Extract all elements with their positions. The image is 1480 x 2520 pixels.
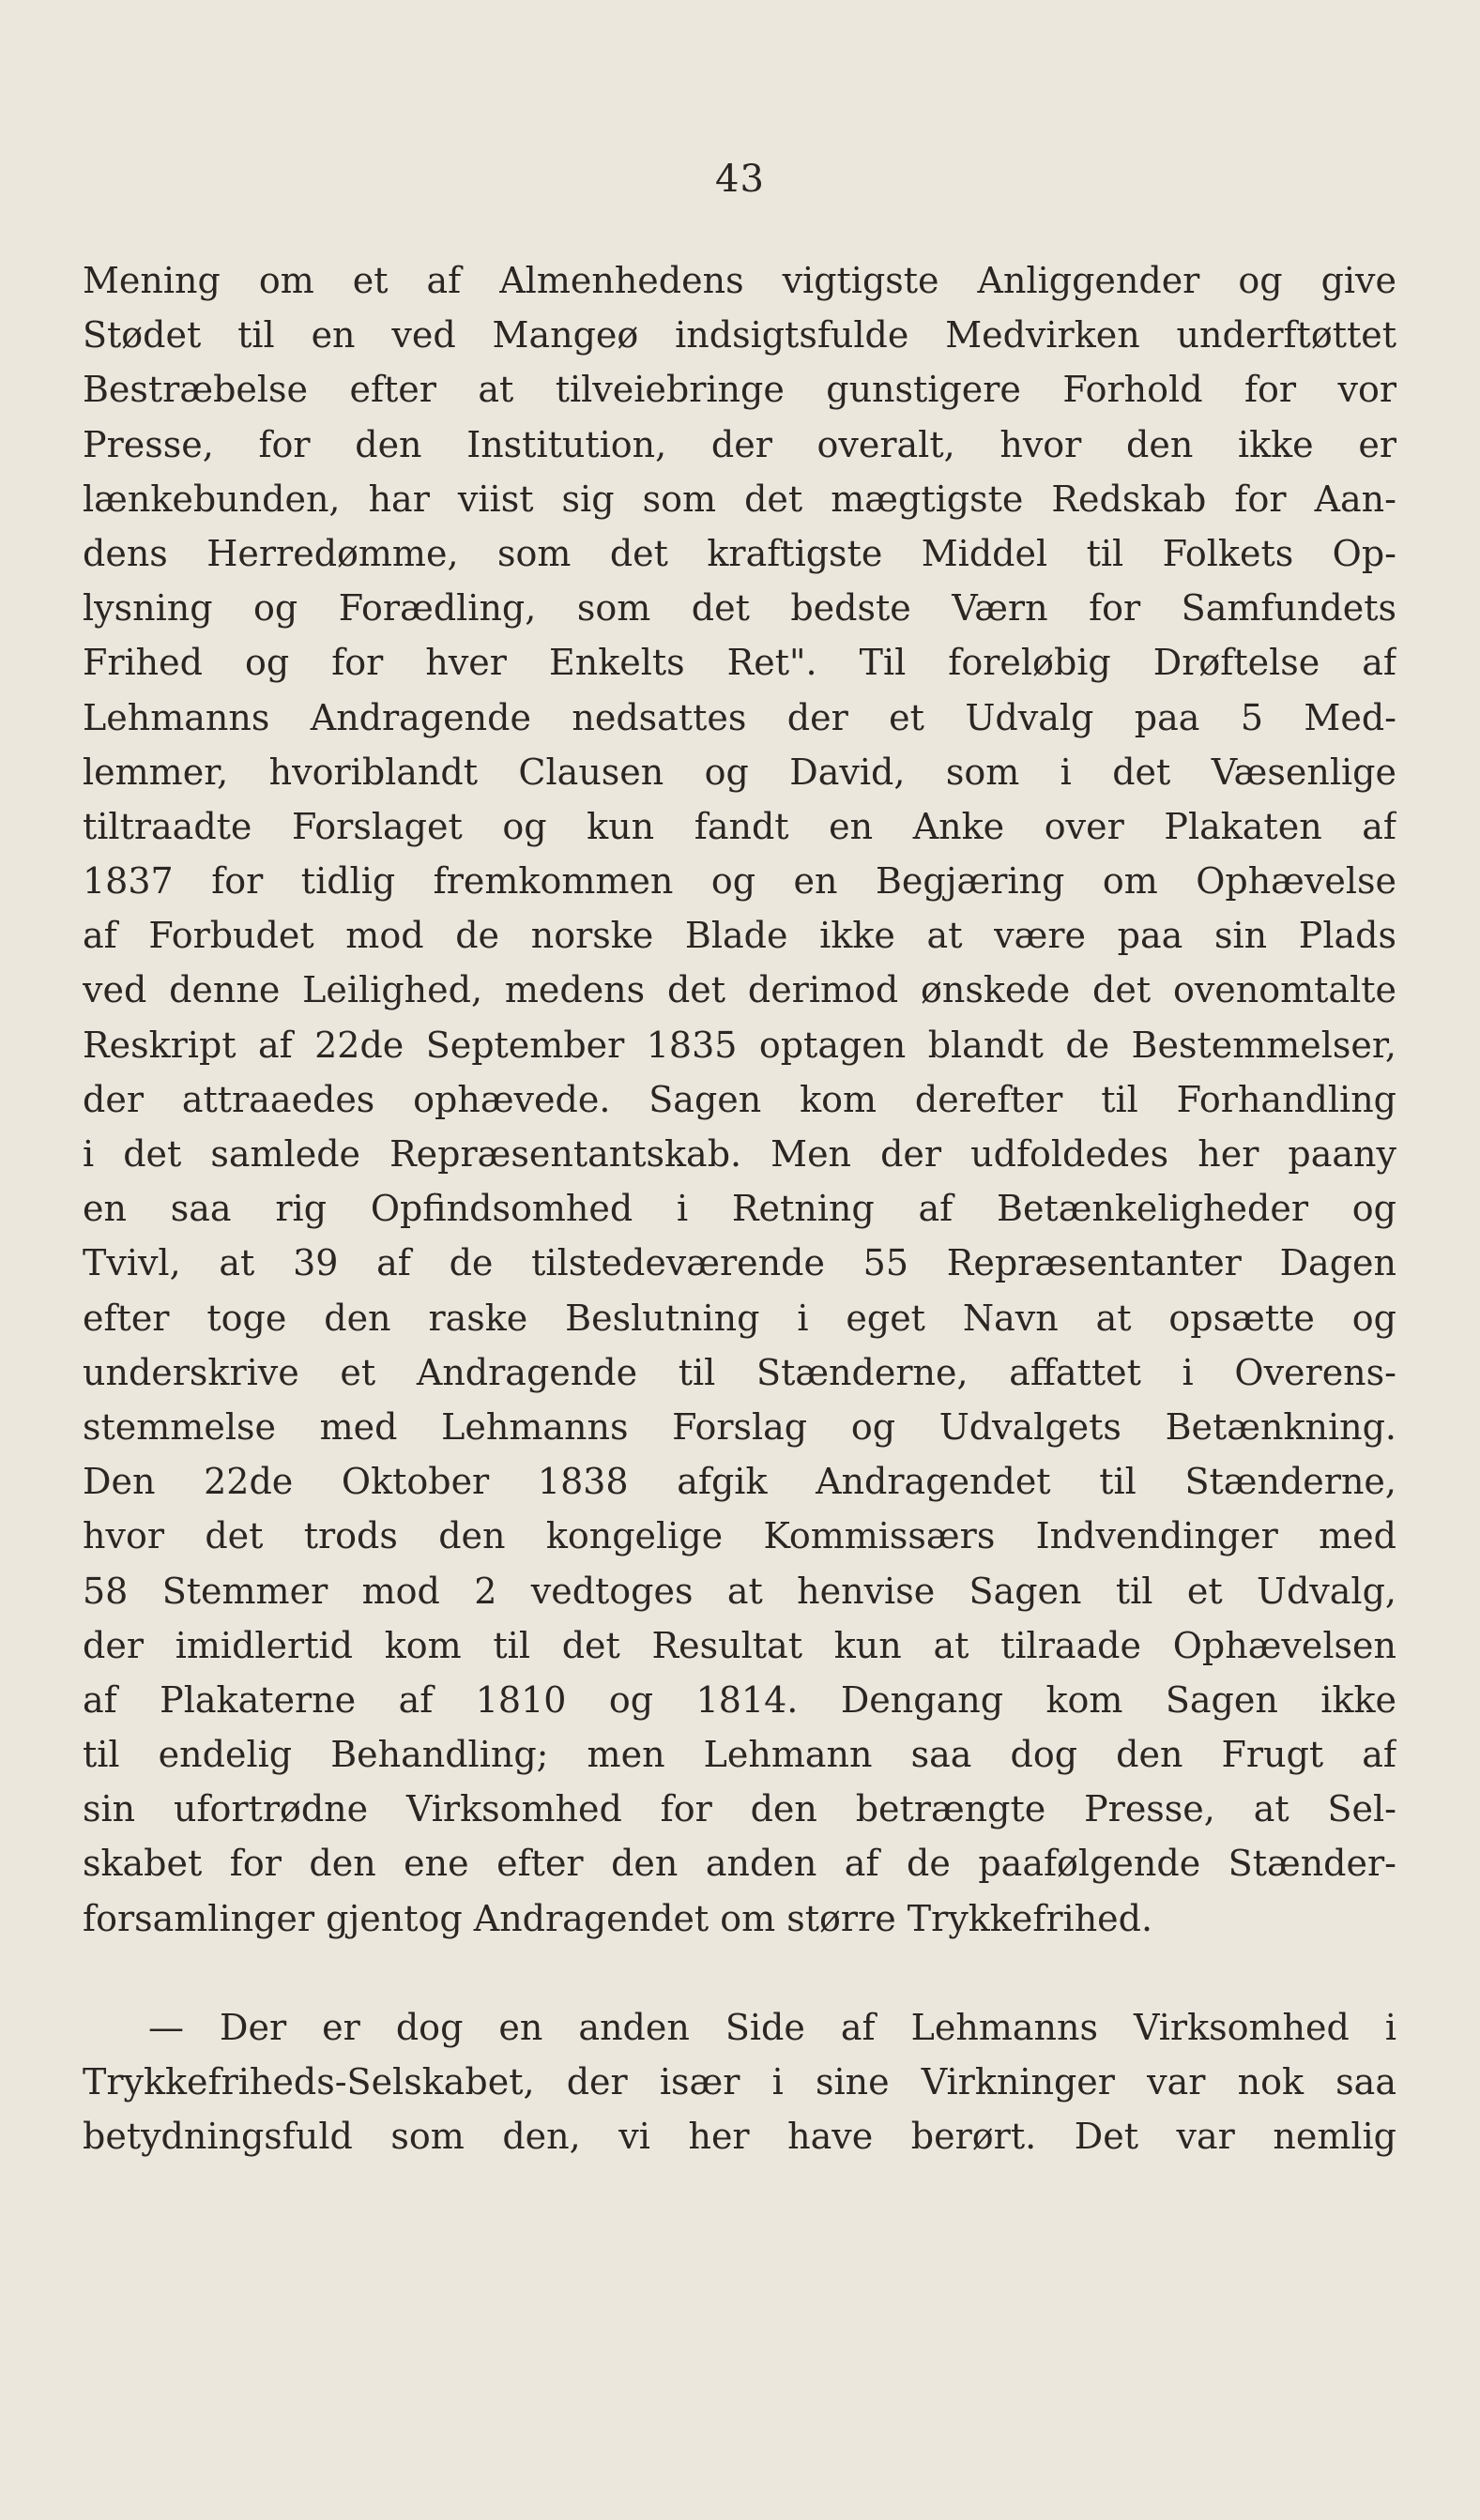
text-line: underskrive et Andragende til Stænderne, affattet i Overens-	[83, 1351, 1396, 1393]
page-number: 43	[715, 158, 765, 201]
paragraph-1	[83, 253, 1396, 1946]
text-line: skabet for den ene efter den anden af de paafølgende Stænder-	[83, 1843, 1396, 1885]
paragraph-gap	[83, 1946, 1396, 2000]
text-line: Den 22de Oktober 1838 afgik Andragendet til Stænderne,	[83, 1461, 1396, 1503]
text-line: i det samlede Repræsentantskab. Men der udfoldedes her paany	[83, 1133, 1396, 1175]
text-line: Mening om et af Almenhedens vigtigste Anliggender og give	[83, 260, 1396, 301]
text-line: efter toge den raske Beslutning i eget Navn at opsætte og	[83, 1297, 1396, 1339]
text-line: — Der er dog en anden Side af Lehmanns Virksomhed i	[148, 2006, 1396, 2048]
text-line: lysning og Forædling, som det bedste Værn for Samfundets	[83, 587, 1396, 630]
text-line: forsamlinger gjentog Andragendet om større Trykkefrihed.	[83, 1897, 1153, 1939]
text-line: dens Herredømme, som det kraftigste Middel til Folkets Op-	[83, 532, 1396, 574]
text-line: lænkebunden, har viist sig som det mægtigste Redskab for Aan-	[83, 478, 1396, 520]
text-line: 58 Stemmer mod 2 vedtoges at henvise Sagen til et Udvalg,	[83, 1570, 1396, 1612]
text-line: Trykkefriheds-Selskabet, der især i sine Virkninger var nok saa	[83, 2061, 1396, 2103]
text-line: en saa rig Opfindsomhed i Retning af Betænkeligheder og	[83, 1188, 1396, 1230]
text-line: tiltraadte Forslaget og kun fandt en Anke over Plakaten af	[83, 805, 1396, 847]
text-line: Reskript af 22de September 1835 optagen blandt de Bestemmelser,	[83, 1024, 1396, 1066]
text-line: Tvivl, at 39 af de tilstedeværende 55 Repræsentanter Dagen	[83, 1242, 1396, 1284]
text-line: af Plakaterne af 1810 og 1814. Dengang kom Sagen ikke	[83, 1678, 1396, 1721]
text-line: 1837 for tidlig fremkommen og en Begjæring om Ophævelse	[83, 860, 1396, 903]
text-line: sin ufortrødne Virksomhed for den betrængte Presse, at Sel-	[83, 1788, 1396, 1830]
text-line: Lehmanns Andragende nedsattes der et Udvalg paa 5 Med-	[83, 696, 1396, 738]
text-line: stemmelse med Lehmanns Forslag og Udvalgets Betænkning.	[83, 1405, 1396, 1448]
text-line: lemmer, hvoriblandt Clausen og David, som i det Væsenlige	[83, 751, 1396, 793]
body-text	[83, 253, 1396, 2163]
text-line: Bestræbelse efter at tilveiebringe gunstigere Forhold for vor	[83, 369, 1396, 411]
text-line: af Forbudet mod de norske Blade ikke at være paa sin Plads	[83, 915, 1396, 957]
text-line: Presse, for den Institution, der overalt, hvor den ikke er	[83, 423, 1396, 465]
text-line: der attraaedes ophævede. Sagen kom derefter til Forhandling	[83, 1078, 1396, 1120]
text-line: der imidlertid kom til det Resultat kun at tilraade Ophævelsen	[83, 1624, 1396, 1666]
text-line: til endelig Behandling; men Lehmann saa dog den Frugt af	[83, 1734, 1396, 1776]
text-line: Stødet til en ved Mangeø indsigtsfulde Medvirken underftøttet	[83, 314, 1396, 357]
text-line: Frihed og for hver Enkelts Ret". Til foreløbig Drøftelse af	[83, 642, 1396, 684]
text-line: betydningsfuld som den, vi her have berørt. Det var nemlig	[83, 2116, 1396, 2158]
text-line: hvor det trods den kongelige Kommissærs Indvendinger med	[83, 1515, 1396, 1557]
text-line: ved denne Leilighed, medens det derimod ønskede det ovenomtalte	[83, 969, 1396, 1011]
paragraph-2	[83, 2000, 1396, 2164]
